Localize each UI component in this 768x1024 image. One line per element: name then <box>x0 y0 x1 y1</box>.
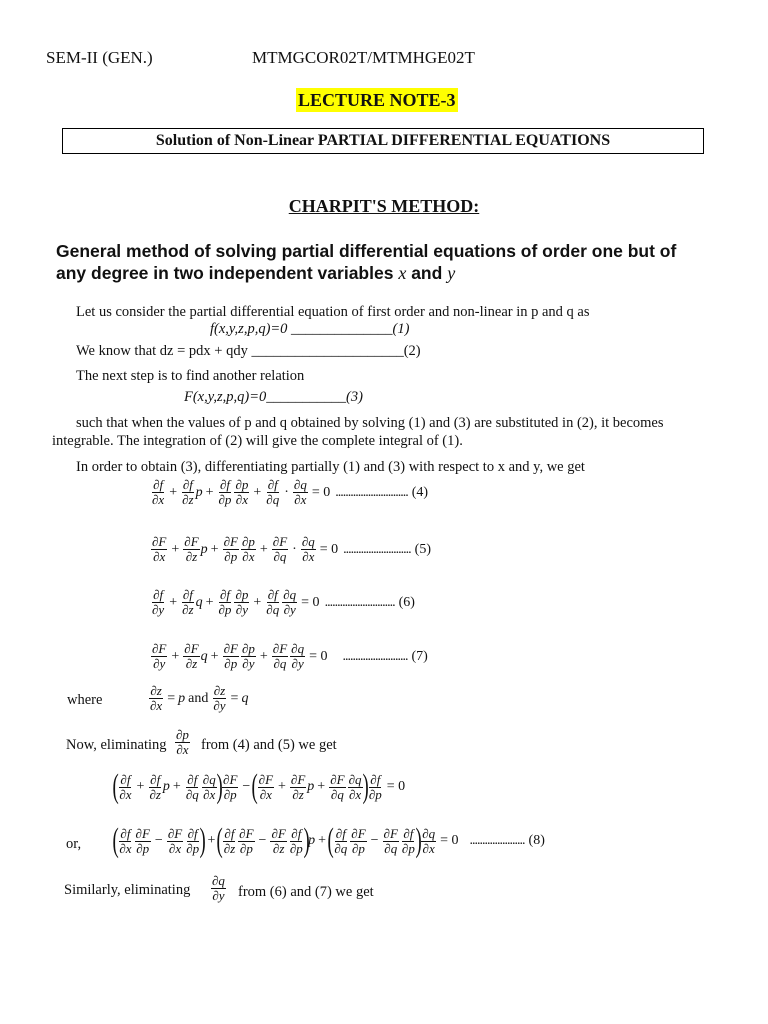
equation-8: ( ∂f ∂x ∂F ∂p − $\frac{\partial F}{\partial x}$ ∂f ∂p ) + ( ∂f ∂z ∂F ∂p − $\frac{\partial F}{\partial z}$ ∂f ∂p ) p + ( ∂f ∂q ∂F ∂p − $\frac{\partial F}{\partial q}$ ∂f ∂p ) $\frac{\partial q}{\partial x}$ = 0 ...................... (8) <box>112 822 545 859</box>
similarly-text: Similarly, eliminating <box>64 882 191 898</box>
from-4-5-text: from (4) and (5) we get <box>201 737 337 753</box>
general-heading-line1: General method of solving partial differential equations of order one but of <box>56 241 677 261</box>
method-title: CHARPIT'S METHOD: <box>288 196 480 216</box>
or-label: or, <box>66 836 82 852</box>
topic-title-box: Solution of Non-Linear PARTIAL DIFFERENTIAL EQUATIONS <box>62 128 704 154</box>
in-order-text: In order to obtain (3), differentiating partially (1) and (3) with respect to x and y, we get <box>76 459 585 475</box>
pq-definitions: $\frac{\partial z}{\partial x}$ = p and $\frac{\partial z}{\partial y}$ = q <box>150 683 249 713</box>
general-heading <box>56 240 726 284</box>
equation-6: ∂f ∂y + $\frac{\partial f}{\partial z}$ q + $\frac{\partial f}{\partial p}$ ∂p ∂y + $\frac{\partial f}{\partial q}$ $\frac{\partial q}{\partial y}$ = 0 ............................ (6) <box>152 587 415 617</box>
from-6-7-text: from (6) and (7) we get <box>238 884 374 900</box>
such-that-text: such that when the values of p and q obtained by solving (1) and (3) are substituted in (2), it becomes <box>76 415 664 431</box>
course-code: MTMGCOR02T/MTMHGE02T <box>252 48 475 67</box>
dp-dx-fraction: ∂p ∂x <box>176 727 189 757</box>
semester-label: SEM-II (GEN.) <box>46 48 153 67</box>
intro-text: Let us consider the partial differential equation of first order and non-linear in p and q as <box>76 304 590 320</box>
lecture-title: LECTURE NOTE-3 <box>298 90 456 110</box>
equation-3: F(x,y,z,p,q)=0___________(3) <box>184 389 363 405</box>
equation-5: ∂F ∂x + $\frac{\partial F}{\partial z}$ p + $\frac{\partial F}{\partial p}$ ∂p ∂x + $\frac{\partial F}{\partial q}$ · $\frac{\partial q}{\partial x}$ = 0 ........................... (5) <box>152 534 431 564</box>
integrable-text: integrable. The integration of (2) will give the complete integral of (1). <box>52 433 463 449</box>
where-label: where <box>67 692 103 708</box>
dz-relation: We know that dz = pdx + qdy _____________________(2) <box>76 343 421 359</box>
next-step-text: The next step is to find another relation <box>76 368 305 384</box>
elimination-result: ( ∂f ∂x + $\frac{\partial f}{\partial z}$ p + $\frac{\partial f}{\partial q}$ ∂q ∂x ) ∂F ∂p − ( ∂F ∂x + $\frac{\partial F}{\partial z}$ p + $\frac{\partial F}{\partial q}$ ∂q ∂x ) $\frac{\partial f}{\partial p}$ = 0 <box>112 768 406 805</box>
equation-7: ∂F ∂y + $\frac{\partial F}{\partial z}$ q + $\frac{\partial F}{\partial p}$ ∂p ∂y + $\frac{\partial F}{\partial q}$ $\frac{\partial q}{\partial y}$ = 0 .......................... (7) <box>152 641 428 671</box>
equation-4: ∂f ∂x + $\frac{\partial f}{\partial z}$ p + $\frac{\partial f}{\partial p}$ ∂p ∂x + $\frac{\partial f}{\partial q}$ · $\frac{\partial q}{\partial x}$ = 0 ............................. (4) <box>152 477 429 507</box>
general-heading-line2: any degree in two independent variables x and y <box>56 263 456 283</box>
equation-1: f(x,y,z,p,q)=0 ______________(1) <box>210 321 410 337</box>
now-eliminating-text: Now, eliminating <box>66 737 167 753</box>
dq-dy-fraction: ∂q ∂y <box>212 873 225 903</box>
